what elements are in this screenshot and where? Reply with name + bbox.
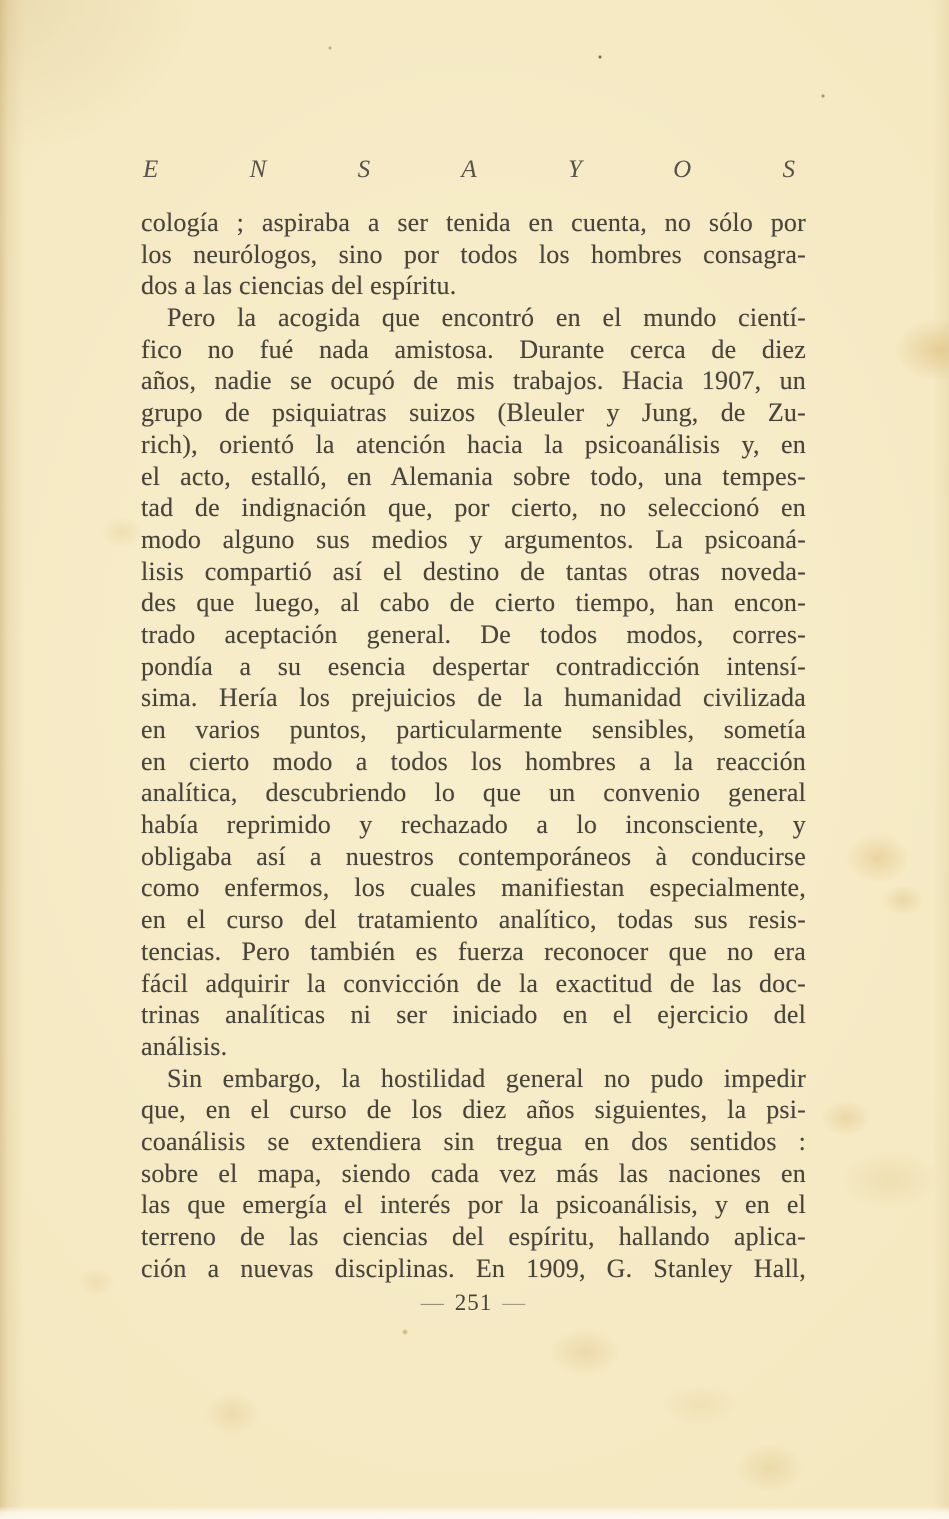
text-line: las que emergía el interés por la psicoanálisis, y en el bbox=[141, 1190, 806, 1220]
text-line: cología ; aspiraba a ser tenida en cuenta, no sólo por bbox=[141, 208, 806, 237]
running-header bbox=[143, 156, 795, 184]
text-line: rich), orientó la atención hacia la psicoanálisis y, en bbox=[141, 429, 806, 459]
text-line: años, nadie se ocupó de mis trabajos. Hacia 1907, un bbox=[141, 366, 806, 396]
text-line: ción a nuevas disciplinas. En 1909, G. Stanley Hall, bbox=[141, 1253, 806, 1283]
header-letter: A bbox=[461, 156, 477, 183]
text-line: lisis compartió así el destino de tantas otras noveda- bbox=[141, 556, 806, 586]
page-number-dash-right: — bbox=[502, 1290, 527, 1315]
text-line: Sin embargo, la hostilidad general no pudo impedir bbox=[167, 1063, 806, 1093]
text-line: analítica, descubriendo lo que un convenio general bbox=[141, 778, 806, 808]
text-line: fácil adquirir la convicción de la exactitud de las doc- bbox=[141, 968, 806, 998]
text-line: des que luego, al cabo de cierto tiempo, han encon- bbox=[141, 588, 806, 618]
text-line: sobre el mapa, siendo cada vez más las naciones en bbox=[141, 1158, 806, 1188]
page-number bbox=[141, 1290, 806, 1316]
header-letter: S bbox=[782, 156, 795, 183]
text-line: tad de indignación que, por cierto, no seleccionó en bbox=[141, 493, 806, 523]
page-number-dash-left: — bbox=[420, 1290, 445, 1315]
text-line: en cierto modo a todos los hombres a la reacción bbox=[141, 746, 806, 776]
text-line: trado aceptación general. De todos modos, corres- bbox=[141, 619, 806, 649]
text-line: había reprimido y rechazado a lo inconsciente, y bbox=[141, 810, 806, 840]
text-line: dos a las ciencias del espíritu. bbox=[141, 271, 457, 301]
text-line: obligaba así a nuestros contemporáneos à conducirse bbox=[141, 841, 806, 871]
header-letter: O bbox=[673, 156, 692, 183]
header-letter: S bbox=[357, 156, 371, 183]
page-number-value: 251 bbox=[454, 1290, 493, 1315]
header-letter: N bbox=[249, 156, 267, 183]
text-line: Pero la acogida que encontró en el mundo cientí- bbox=[167, 303, 806, 333]
text-line: modo alguno sus medios y argumentos. La psicoaná- bbox=[141, 524, 806, 554]
text-line: grupo de psiquiatras suizos (Bleuler y Jung, de Zu- bbox=[141, 398, 806, 428]
header-letter: E bbox=[143, 156, 159, 183]
header-letter: Y bbox=[567, 156, 582, 183]
text-line: los neurólogos, sino por todos los hombres consagra- bbox=[141, 239, 806, 269]
text-line: coanálisis se extendiera sin tregua en dos sentidos : bbox=[141, 1126, 806, 1156]
text-line: que, en el curso de los diez años siguientes, la psi- bbox=[141, 1095, 806, 1125]
text-line: terreno de las ciencias del espíritu, hallando aplica- bbox=[141, 1222, 806, 1251]
text-line: en el curso del tratamiento analítico, todas sus resis- bbox=[141, 905, 806, 935]
text-line: tencias. Pero también es fuerza reconocer que no era bbox=[141, 936, 806, 966]
text-line: análisis. bbox=[141, 1031, 228, 1061]
text-line: trinas analíticas ni ser iniciado en el ejercicio del bbox=[141, 1000, 806, 1030]
text-line: fico no fué nada amistosa. Durante cerca de diez bbox=[141, 334, 806, 364]
text-line: sima. Hería los prejuicios de la humanidad civilizada bbox=[141, 683, 806, 713]
text-line: el acto, estalló, en Alemania sobre todo, una tempes- bbox=[141, 461, 806, 491]
text-line: pondía a su esencia despertar contradicción intensí- bbox=[141, 651, 806, 681]
text-line: en varios puntos, particularmente sensibles, sometía bbox=[141, 715, 806, 744]
page-text bbox=[141, 207, 806, 1284]
text-line: como enfermos, los cuales manifiestan especialmente, bbox=[141, 873, 806, 903]
